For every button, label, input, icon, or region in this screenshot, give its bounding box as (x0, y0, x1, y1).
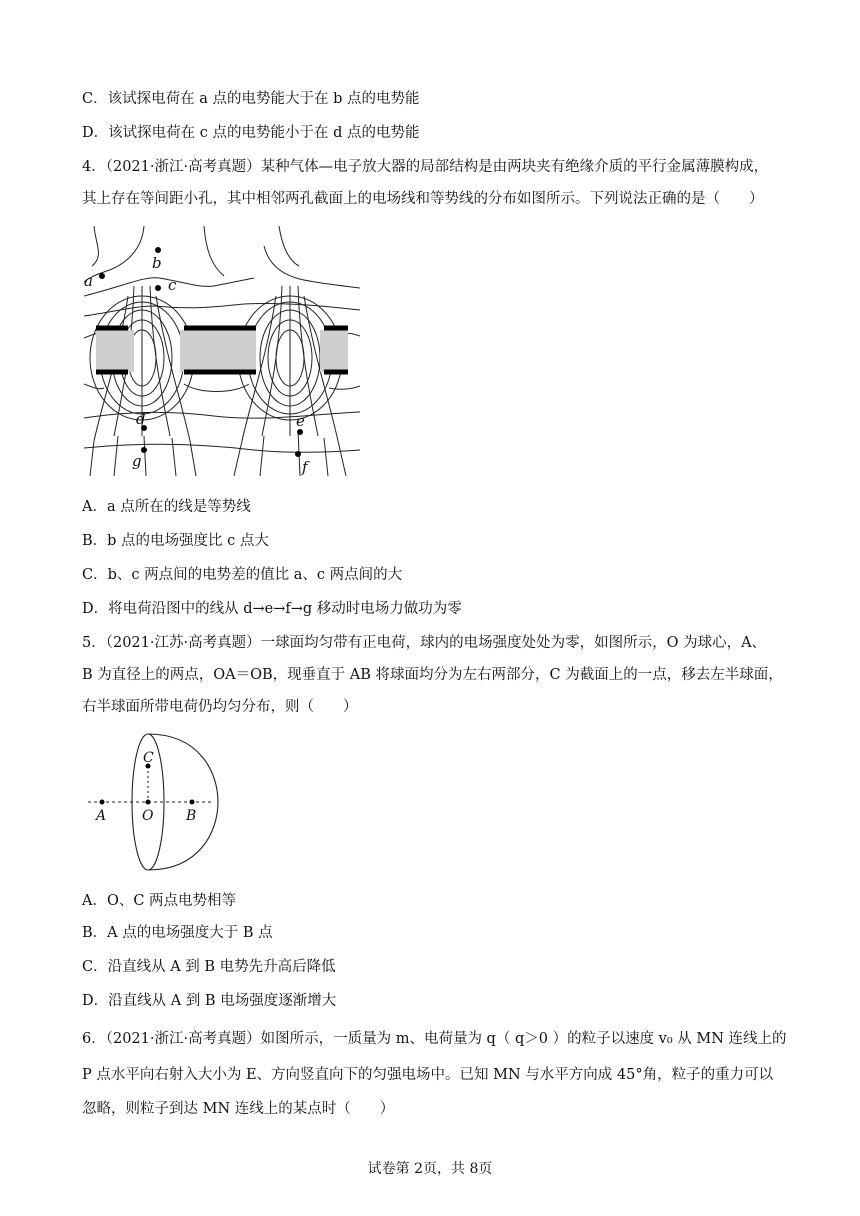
point-a (99, 273, 105, 279)
q5-stem-line-1: 5．（2021·江苏·高考真题）一球面均匀带有正电荷，球内的电场强度处处为零，如图所示，O 为球心，A、 (82, 635, 767, 651)
label-c: c (168, 276, 177, 294)
point-B (190, 800, 195, 805)
point-f (295, 451, 301, 457)
point-A (100, 800, 105, 805)
label-d: d (136, 410, 146, 428)
point-b (155, 247, 161, 253)
q4-option-b: B．b 点的电场强度比 c 点大 (82, 533, 269, 549)
q6-stem-line-1: 6．（2021·浙江·高考真题）如图所示，一质量为 m、电荷量为 q（ q＞0 ）的粒子以速度 v₀ 从 MN 连线上的 (82, 1031, 787, 1047)
q4-stem-line-2: 其上存在等间距小孔，其中相邻两孔截面上的电场线和等势线的分布如图所示。下列说法正确的是（ ） (82, 191, 764, 207)
q3-option-d: D．该试探电荷在 c 点的电势能小于在 d 点的电势能 (82, 125, 420, 141)
q5-option-d: D．沿直线从 A 到 B 电场强度逐渐增大 (82, 993, 337, 1009)
q4-option-a: A．a 点所在的线是等势线 (82, 499, 251, 515)
q5-option-b: B．A 点的电场强度大于 B 点 (82, 925, 273, 941)
label-b: b (152, 254, 162, 272)
q3-option-c: C．该试探电荷在 a 点的电势能大于在 b 点的电势能 (82, 91, 420, 107)
q6-stem-line-2: P 点水平向右射入大小为 E、方向竖直向下的匀强电场中。已知 MN 与水平方向成 45°角，粒子的重力可以 (82, 1067, 774, 1083)
q5-hemisphere-diagram (84, 732, 234, 877)
q6-stem-line-3: 忽略，则粒子到达 MN 连线上的某点时（ ） (82, 1101, 395, 1117)
label-B: B (186, 808, 197, 824)
q4-stem-line-1: 4．（2021·浙江·高考真题）某种气体—电子放大器的局部结构是由两块夹有绝缘介质的平行金属薄膜构成， (82, 159, 769, 175)
q4-option-d: D．将电荷沿图中的线从 d→e→f→g 移动时电场力做功为零 (82, 601, 462, 617)
q5-stem-line-2: B 为直径上的两点，OA＝OB，现垂直于 AB 将球面均分为左右两部分，C 为截面上的一点，移去左半球面， (82, 667, 783, 683)
label-O: O (142, 808, 154, 824)
q5-stem-line-3: 右半球面所带电荷仍均匀分布，则（ ） (82, 699, 358, 715)
q4-field-diagram (84, 226, 360, 476)
point-c (155, 285, 161, 291)
q5-option-c: C．沿直线从 A 到 B 电势先升高后降低 (82, 959, 336, 975)
label-f: f (302, 458, 308, 476)
label-a: a (84, 272, 93, 290)
page-footer: 试卷第 2页，共 8页 (367, 1161, 493, 1177)
q4-option-c: C．b、c 两点间的电势差的值比 a、c 两点间的大 (82, 567, 403, 583)
label-e: e (296, 412, 305, 430)
label-A: A (96, 808, 107, 824)
label-C: C (143, 750, 154, 766)
q5-option-a: A．O、C 两点电势相等 (82, 893, 237, 909)
label-g: g (132, 452, 142, 470)
point-O (146, 800, 151, 805)
point-g (141, 447, 147, 453)
